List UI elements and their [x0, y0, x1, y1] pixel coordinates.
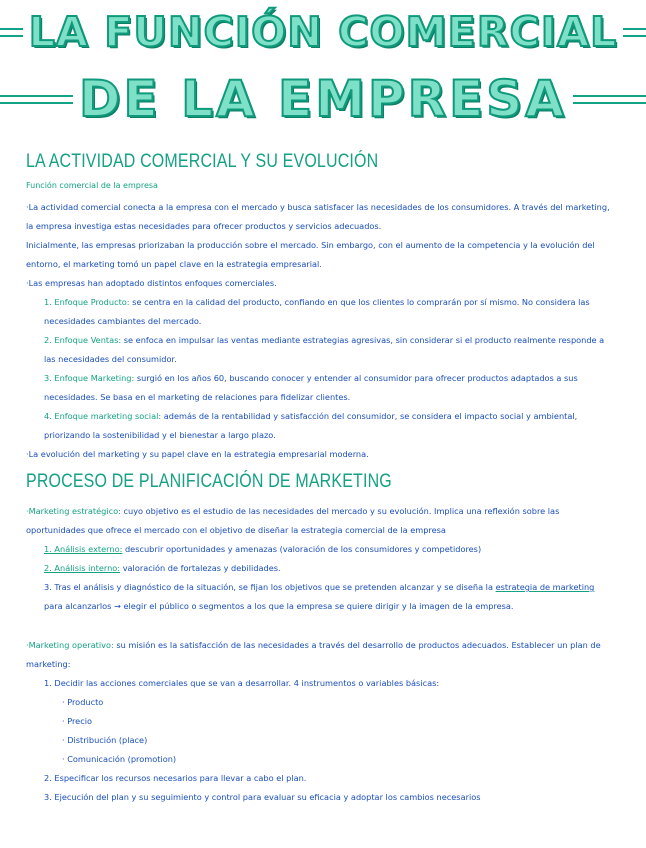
item-text: descubrir oportunidades y amenazas (valoración de los consumidores y competidores): [124, 544, 482, 554]
text-line: marketing:: [26, 659, 71, 669]
list-item: [44, 563, 281, 573]
text-line: la empresa investiga estas necesidades para ofrecer productos y servicios adecuados.: [26, 221, 382, 231]
text-line: priorizando la sostenibilidad y el bienestar a largo plazo.: [44, 430, 276, 440]
text-line: oportunidades que ofrece el mercado con el objetivo de diseñar la estrategia comercial de la empresa: [26, 525, 446, 535]
text-line: necesidades. Se basa en el marketing de relaciones para fidelizar clientes.: [44, 392, 351, 402]
text-line: ·Las empresas han adoptado distintos enfoques comerciales.: [26, 278, 277, 288]
item-label: 3. Enfoque Marketing:: [44, 373, 135, 383]
list-item: · Comunicación (promotion): [62, 754, 177, 764]
item-label: 4. Enfoque marketing social:: [44, 411, 162, 421]
text-line: Inicialmente, las empresas priorizaban la producción sobre el mercado. Sin embargo, con el aumento de la competencia y la evolución del: [26, 240, 595, 250]
item-text: 3. Tras el análisis y diagnóstico de la situación, se fijan los objetivos que se pretenden alcanzar y se diseña la: [44, 582, 493, 592]
list-item: 2. Especificar los recursos necesarios para llevar a cabo el plan.: [44, 773, 307, 783]
title-text-1: LA FUNCIÓN COMERCIAL: [28, 8, 618, 56]
item-label: 1. Análisis externo:: [44, 544, 123, 554]
title-text-2: DE LA EMPRESA: [79, 70, 567, 128]
item-highlight: estrategia de marketing: [495, 582, 595, 592]
section-heading-1: LA ACTIVIDAD COMERCIAL Y SU EVOLUCIÓN: [26, 150, 379, 172]
title-rule-left: [0, 95, 73, 104]
item-label: 2. Análisis interno:: [44, 563, 121, 573]
list-item: 1. Decidir las acciones comerciales que se van a desarrollar. 4 instrumentos o variables básicas:: [44, 678, 440, 688]
list-item: [44, 373, 578, 383]
text-line: para alcanzarlos → elegir el público o segmentos a los que la empresa se quiere dirigir y la imagen de la empresa.: [44, 601, 514, 611]
item-text: se enfoca en impulsar las ventas mediante estrategias agresivas, sin considerar si el producto realmente responde a: [123, 335, 605, 345]
list-item: [44, 582, 594, 592]
item-label: 1. Enfoque Producto:: [44, 297, 130, 307]
title-rule-right: [573, 95, 646, 104]
text-line: ·La actividad comercial conecta a la empresa con el mercado y busca satisfacer las necesidades de los consumidores. A través del marketing,: [26, 202, 610, 212]
list-item: · Producto: [62, 697, 104, 707]
list-item: [44, 297, 590, 307]
list-item: · Precio: [62, 716, 93, 726]
item-label: ·Marketing estratégico:: [26, 506, 121, 516]
item-label: ·Marketing operativo:: [26, 640, 114, 650]
section-heading-2: PROCESO DE PLANIFICACIÓN DE MARKETING: [26, 470, 392, 492]
title-line-1: [0, 8, 646, 56]
title-rule-right: [623, 28, 646, 37]
item-text: además de la rentabilidad y satisfacción del consumidor, se considera el impacto social y ambiental,: [163, 411, 578, 421]
item-text: su misión es la satisfacción de las necesidades a través del desarrollo de productos adecuados. Establecer un plan de: [116, 640, 601, 650]
title-rule-left: [0, 28, 23, 37]
item-text: se centra en la calidad del producto, confiando en que los clientes lo comprarán por sí mismo. No considera las: [132, 297, 590, 307]
text-line: [26, 506, 559, 516]
text-line: [26, 640, 601, 650]
item-text: valoración de fortalezas y debilidades.: [122, 563, 281, 573]
text-line: necesidades cambiantes del mercado.: [44, 316, 202, 326]
title-line-2: [0, 70, 646, 128]
item-text: surgió en los años 60, buscando conocer y entender al consumidor para ofrecer productos adaptados a sus: [136, 373, 578, 383]
text-line: ·La evolución del marketing y su papel clave en la estrategia empresarial moderna.: [26, 449, 369, 459]
text-line: entorno, el marketing tomó un papel clave en la estrategia empresarial.: [26, 259, 322, 269]
text-line: las necesidades del consumidor.: [44, 354, 177, 364]
item-label: 2. Enfoque Ventas:: [44, 335, 122, 345]
list-item: · Distribución (place): [62, 735, 148, 745]
section-subheading: Función comercial de la empresa: [26, 181, 158, 190]
item-text: cuyo objetivo es el estudio de las necesidades del mercado y su evolución. Implica una reflexión sobre las: [123, 506, 560, 516]
list-item: [44, 544, 481, 554]
list-item: 3. Ejecución del plan y su seguimiento y control para evaluar su eficacia y adoptar los cambios necesarios: [44, 792, 481, 802]
list-item: [44, 335, 604, 345]
list-item: [44, 411, 577, 421]
